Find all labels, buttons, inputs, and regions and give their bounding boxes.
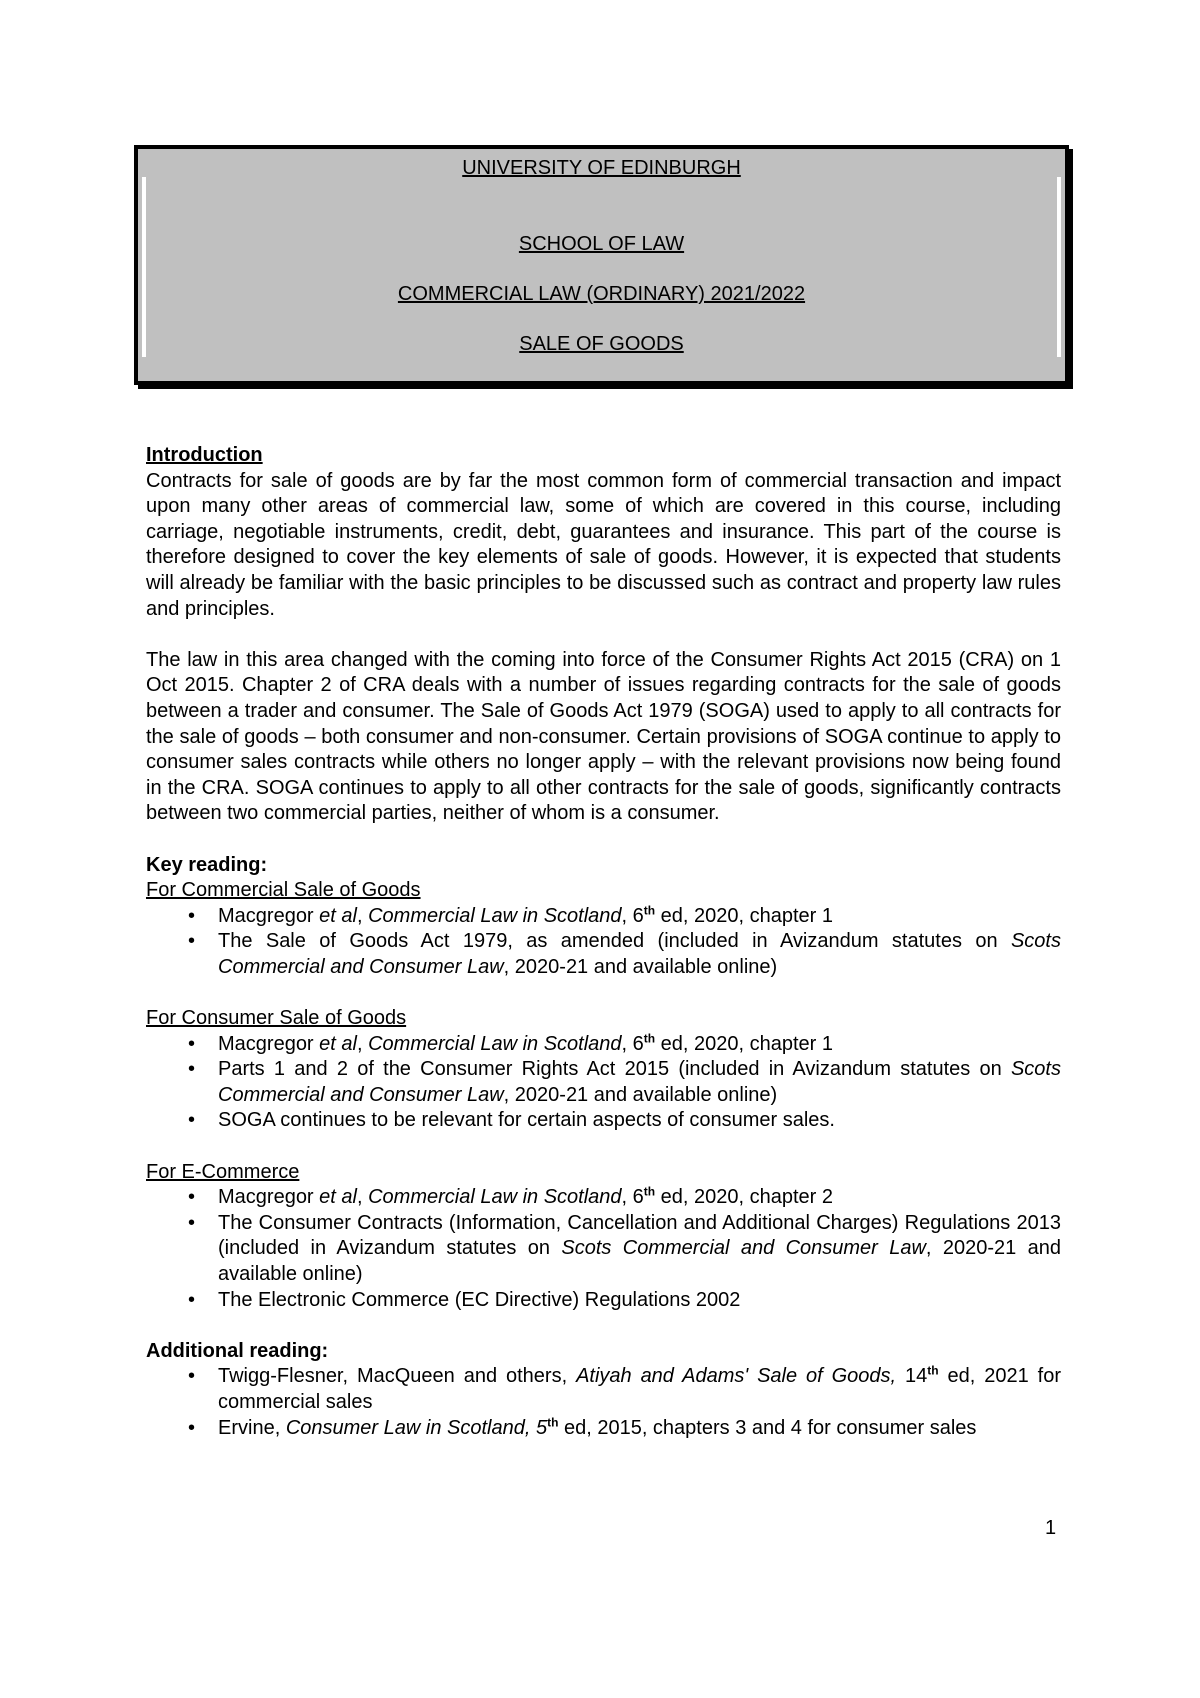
title-box-inner-left-rule — [142, 177, 146, 357]
list-item — [146, 1057, 1061, 1108]
text-run: SOGA continues to be relevant for certain aspects of consumer sales. — [218, 1109, 835, 1132]
text-run: 14 — [896, 1365, 928, 1388]
commercial-reading-list — [146, 904, 1061, 981]
text-run: , — [356, 1186, 369, 1209]
bullet-icon: • — [188, 1288, 196, 1311]
university-title: UNIVERSITY OF EDINBURGH — [462, 157, 741, 179]
bullet-icon: • — [188, 1058, 196, 1081]
spacer — [146, 980, 1061, 1006]
superscript: th — [643, 903, 656, 918]
text-run: Macgregor — [218, 1186, 320, 1209]
list-item — [146, 1185, 1061, 1211]
list-item — [146, 929, 1061, 980]
text-run: ed, 2020, chapter 1 — [655, 1032, 834, 1055]
introduction-heading: Introduction — [146, 444, 263, 466]
bullet-icon: • — [188, 1211, 196, 1234]
text-run-italic: 5 — [535, 1416, 548, 1439]
spacer — [146, 622, 1061, 648]
text-run: ed, 2020, chapter 2 — [655, 1186, 834, 1209]
consumer-subheading: For Consumer Sale of Goods — [146, 1007, 407, 1030]
text-run-italic: Commercial Law in Scotland — [368, 1186, 622, 1209]
bullet-icon: • — [188, 1365, 196, 1388]
text-run: , — [356, 1032, 369, 1055]
title-box — [134, 145, 1069, 385]
spacer — [146, 1313, 1061, 1339]
superscript: th — [547, 1414, 559, 1429]
text-run-italic: Commercial Law in Scotland — [368, 1032, 622, 1055]
text-run: , 6 — [621, 1186, 644, 1209]
text-run: , 2020-21 and available online) — [218, 1237, 1061, 1285]
title-box-inner-right-rule — [1057, 177, 1061, 357]
document-body — [146, 443, 1061, 1441]
superscript: th — [643, 1184, 656, 1199]
school-title: SCHOOL OF LAW — [518, 233, 685, 255]
text-run-italic: Consumer Law in Scotland, — [285, 1416, 536, 1439]
text-run-italic: Scots Commercial and Consumer Law — [218, 1058, 1061, 1106]
text-run: , — [356, 904, 369, 927]
introduction-paragraph-1: Contracts for sale of goods are by far the most common form of commercial transaction and impact upon many other areas of commercial law, some of which are covered in this course, including carriage, negotiable instruments, credit, debt, guarantees and insurance. This part of the course is therefore designed to cover the key elements of sale of goods. However, it is expected that students will already be familiar with the basic principles to be discussed such as contract and property law rules and principles. — [146, 469, 1061, 620]
text-run: Ervine, — [218, 1416, 286, 1439]
text-run-italic: Commercial Law in Scotland — [368, 904, 622, 927]
course-title: COMMERCIAL LAW (ORDINARY) 2021/2022 — [397, 283, 806, 305]
bullet-icon: • — [188, 904, 196, 927]
list-item — [146, 1211, 1061, 1288]
text-run-italic: et al — [319, 904, 357, 927]
text-run: , 6 — [621, 904, 644, 927]
text-run: ed, 2015, chapters 3 and 4 for consumer sales — [558, 1416, 977, 1439]
text-run: The Consumer Contracts (Information, Cancellation and Additional Charges) Regulations 2013 (included in Avizandum statutes on — [218, 1211, 1061, 1260]
text-run-italic: Scots Commercial and Consumer Law — [218, 930, 1061, 978]
spacer — [146, 1134, 1061, 1160]
additional-reading-list — [146, 1364, 1061, 1441]
text-run: ed, 2021 for commercial sales — [218, 1365, 1061, 1413]
ecommerce-subheading: For E-Commerce — [146, 1160, 300, 1183]
commercial-subheading: For Commercial Sale of Goods — [146, 879, 421, 902]
list-item — [146, 904, 1061, 930]
list-item — [146, 1416, 1061, 1442]
text-run: The Electronic Commerce (EC Directive) Regulations 2002 — [218, 1288, 741, 1311]
bullet-icon: • — [188, 1109, 196, 1132]
bullet-icon: • — [188, 1416, 196, 1439]
bullet-icon: • — [188, 930, 196, 953]
additional-reading-heading: Additional reading: — [146, 1339, 329, 1362]
bullet-icon: • — [188, 1032, 196, 1055]
list-item — [146, 1032, 1061, 1058]
ecommerce-reading-list — [146, 1185, 1061, 1313]
consumer-reading-list — [146, 1032, 1061, 1134]
text-run-italic: et al — [319, 1032, 357, 1055]
text-run: Parts 1 and 2 of the Consumer Rights Act 2015 (included in Avizandum statutes on — [218, 1058, 1011, 1081]
text-run: , 6 — [621, 1032, 644, 1055]
text-run: Macgregor — [218, 1032, 320, 1055]
text-run: Twigg-Flesner, MacQueen and others, — [218, 1365, 577, 1388]
introduction-paragraph-2: The law in this area changed with the coming into force of the Consumer Rights Act 2015 (CRA) on 1 Oct 2015. Chapter 2 of CRA deals with a number of issues regarding contracts for the sale of goods between a trader and consumer. The Sale of Goods Act 1979 (SOGA) used to apply to all contracts for the sale of goods – both consumer and non-consumer. Certain provisions of SOGA continue to apply to consumer sales contracts while others no longer apply – with the relevant provisions now being found in the CRA. SOGA continues to apply to all other contracts for the sale of goods, significantly contracts between two commercial parties, neither of whom is a consumer. — [146, 648, 1061, 825]
spacer — [146, 827, 1061, 853]
topic-title: SALE OF GOODS — [519, 333, 684, 355]
text-run: , 2020-21 and available online) — [503, 955, 778, 978]
text-run-italic: Scots Commercial and Consumer Law — [561, 1237, 926, 1260]
list-item — [146, 1288, 1061, 1314]
page-number: 1 — [1045, 1517, 1057, 1539]
bullet-icon: • — [188, 1186, 196, 1209]
text-run: The Sale of Goods Act 1979, as amended (included in Avizandum statutes on — [218, 930, 1011, 953]
list-item — [146, 1108, 1061, 1134]
superscript: th — [927, 1363, 939, 1378]
text-run-italic: Atiyah and Adams' Sale of Goods, — [576, 1365, 897, 1388]
superscript: th — [643, 1031, 656, 1045]
text-run-italic: et al — [319, 1186, 357, 1209]
list-item — [146, 1364, 1061, 1415]
text-run: Macgregor — [218, 904, 320, 927]
key-reading-heading: Key reading: — [146, 853, 268, 876]
text-run: , 2020-21 and available online) — [503, 1083, 778, 1106]
text-run: ed, 2020, chapter 1 — [655, 904, 834, 927]
